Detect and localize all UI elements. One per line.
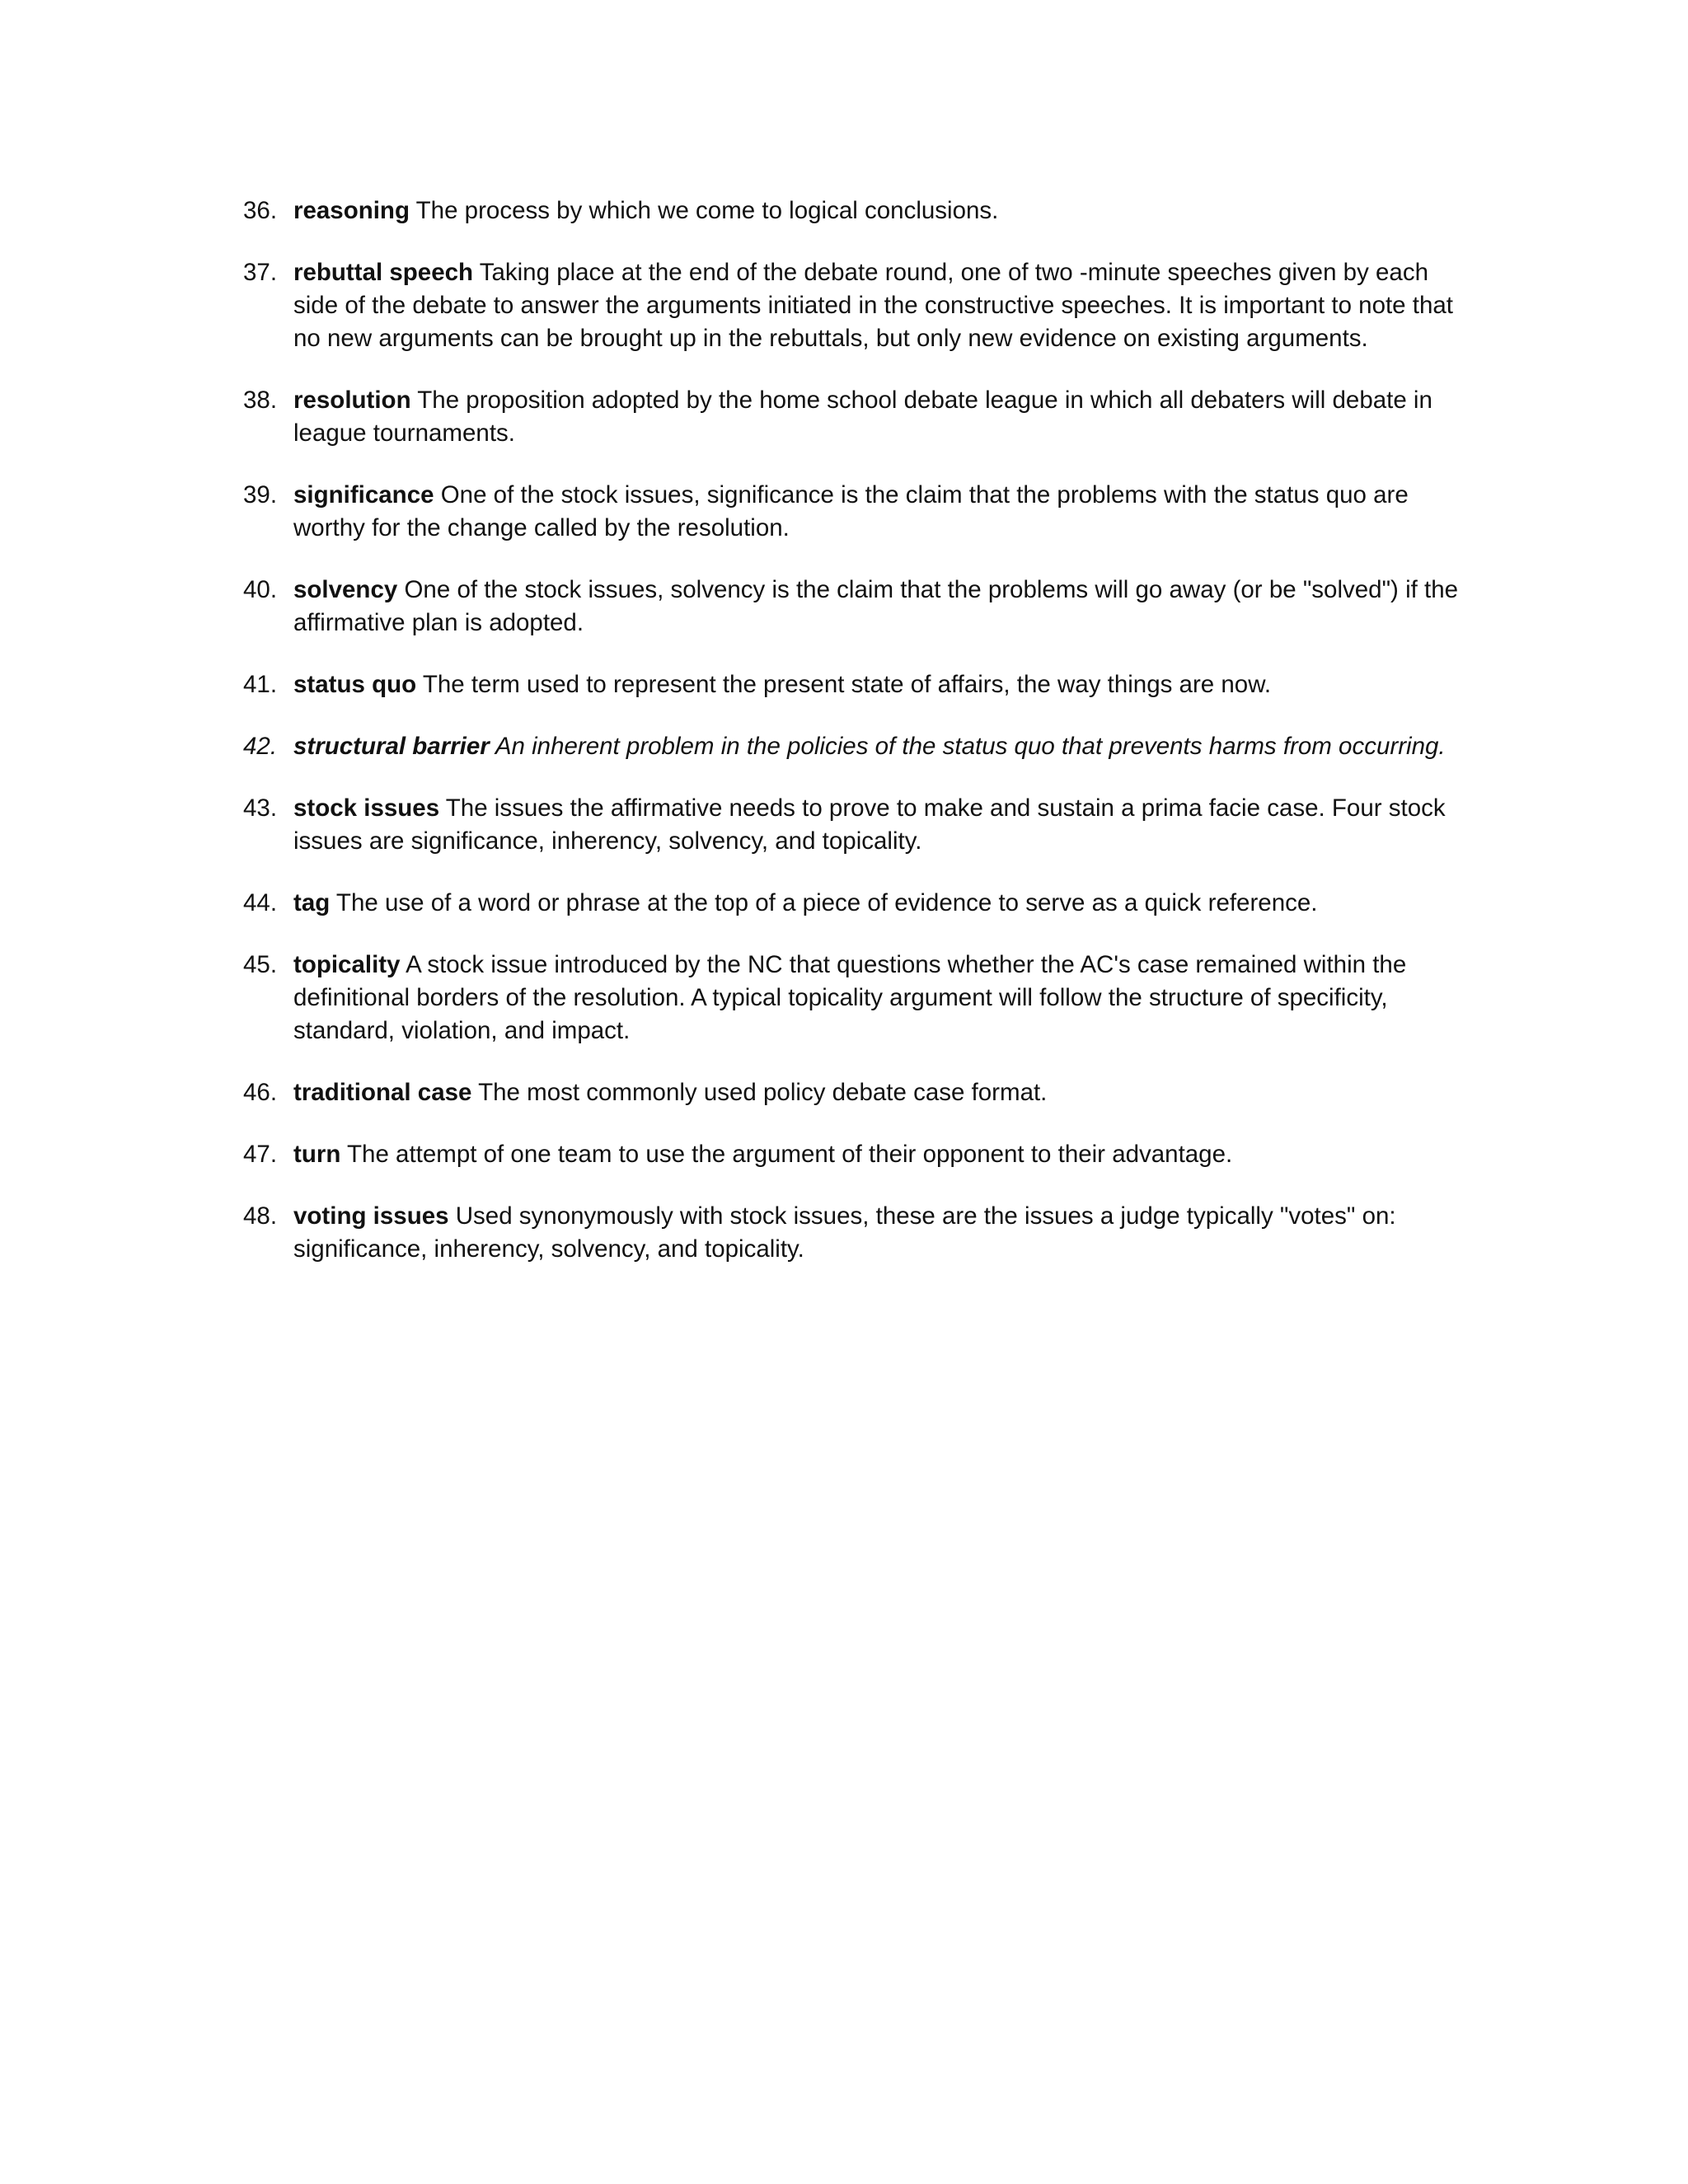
- entry-term: reasoning: [293, 197, 410, 224]
- glossary-entry: [243, 479, 1479, 545]
- entry-term: voting issues: [293, 1202, 449, 1230]
- glossary-entry: [243, 668, 1479, 701]
- entry-term: turn: [293, 1141, 341, 1168]
- entry-number: 39.: [243, 481, 278, 509]
- glossary-entry: [243, 574, 1479, 640]
- glossary-entry: [243, 792, 1479, 858]
- entry-definition: Taking place at the end of the debate round, one of two -minute speeches given by each side of the debate to answer the arguments initiated in the constructive speeches. It is important to note that no new arguments can be brought up in the rebuttals, but only new evidence on existing arguments.: [293, 259, 1453, 352]
- glossary-entry: [243, 1200, 1479, 1266]
- entry-term: traditional case: [293, 1079, 472, 1106]
- entry-definition: The most commonly used policy debate case format.: [478, 1079, 1048, 1106]
- entry-definition: One of the stock issues, solvency is the claim that the problems will go away (or be "solved") if the affirmative plan is adopted.: [293, 576, 1459, 636]
- entry-definition: The term used to represent the present state of affairs, the way things are now.: [422, 671, 1272, 698]
- entry-term: stock issues: [293, 794, 440, 822]
- entry-number: 43.: [243, 794, 278, 822]
- entry-number: 40.: [243, 576, 278, 603]
- entry-definition: The process by which we come to logical conclusions.: [415, 197, 999, 224]
- entry-term: tag: [293, 889, 331, 916]
- entry-definition: The issues the affirmative needs to prove to make and sustain a prima facie case. Four stock issues are significance, inherency, solvency, and topicality.: [293, 794, 1446, 855]
- entry-definition: The use of a word or phrase at the top of a piece of evidence to serve as a quick reference.: [335, 889, 1318, 916]
- glossary-list: [243, 194, 1479, 1295]
- entry-number: 48.: [243, 1202, 278, 1230]
- entry-term: topicality: [293, 951, 401, 978]
- glossary-entry: [243, 730, 1479, 763]
- glossary-entry: [243, 384, 1479, 450]
- entry-term: structural barrier: [293, 733, 490, 760]
- entry-definition: The proposition adopted by the home school debate league in which all debaters will debate in league tournaments.: [293, 387, 1432, 447]
- entry-definition: An inherent problem in the policies of the status quo that prevents harms from occurring.: [495, 733, 1446, 760]
- entry-term: resolution: [293, 387, 411, 414]
- entry-term: rebuttal speech: [293, 259, 474, 286]
- entry-number: 47.: [243, 1141, 278, 1168]
- entry-definition: A stock issue introduced by the NC that questions whether the AC's case remained within the definitional borders of the resolution. A typical topicality argument will follow the structure of specificity, standard, violation, and impact.: [293, 951, 1407, 1044]
- glossary-entry: [243, 949, 1479, 1047]
- entry-number: 36.: [243, 197, 278, 224]
- glossary-entry: [243, 194, 1479, 227]
- entry-term: significance: [293, 481, 434, 509]
- entry-number: 45.: [243, 951, 278, 978]
- entry-number: 37.: [243, 259, 278, 286]
- entry-term: status quo: [293, 671, 417, 698]
- entry-number: 42.: [243, 733, 278, 760]
- entry-number: 41.: [243, 671, 278, 698]
- glossary-entry: [243, 1138, 1479, 1171]
- entry-definition: One of the stock issues, significance is the claim that the problems with the status quo are worthy for the change called by the resolution.: [293, 481, 1409, 541]
- entry-number: 46.: [243, 1079, 278, 1106]
- entry-number: 38.: [243, 387, 278, 414]
- entry-definition: Used synonymously with stock issues, these are the issues a judge typically "votes" on: significance, inherency, solvency, and topicality.: [293, 1202, 1396, 1263]
- glossary-entry: [243, 1076, 1479, 1109]
- entry-term: solvency: [293, 576, 398, 603]
- entry-definition: The attempt of one team to use the argument of their opponent to their advantage.: [347, 1141, 1233, 1168]
- glossary-entry: [243, 887, 1479, 920]
- glossary-entry: [243, 256, 1479, 355]
- entry-number: 44.: [243, 889, 278, 916]
